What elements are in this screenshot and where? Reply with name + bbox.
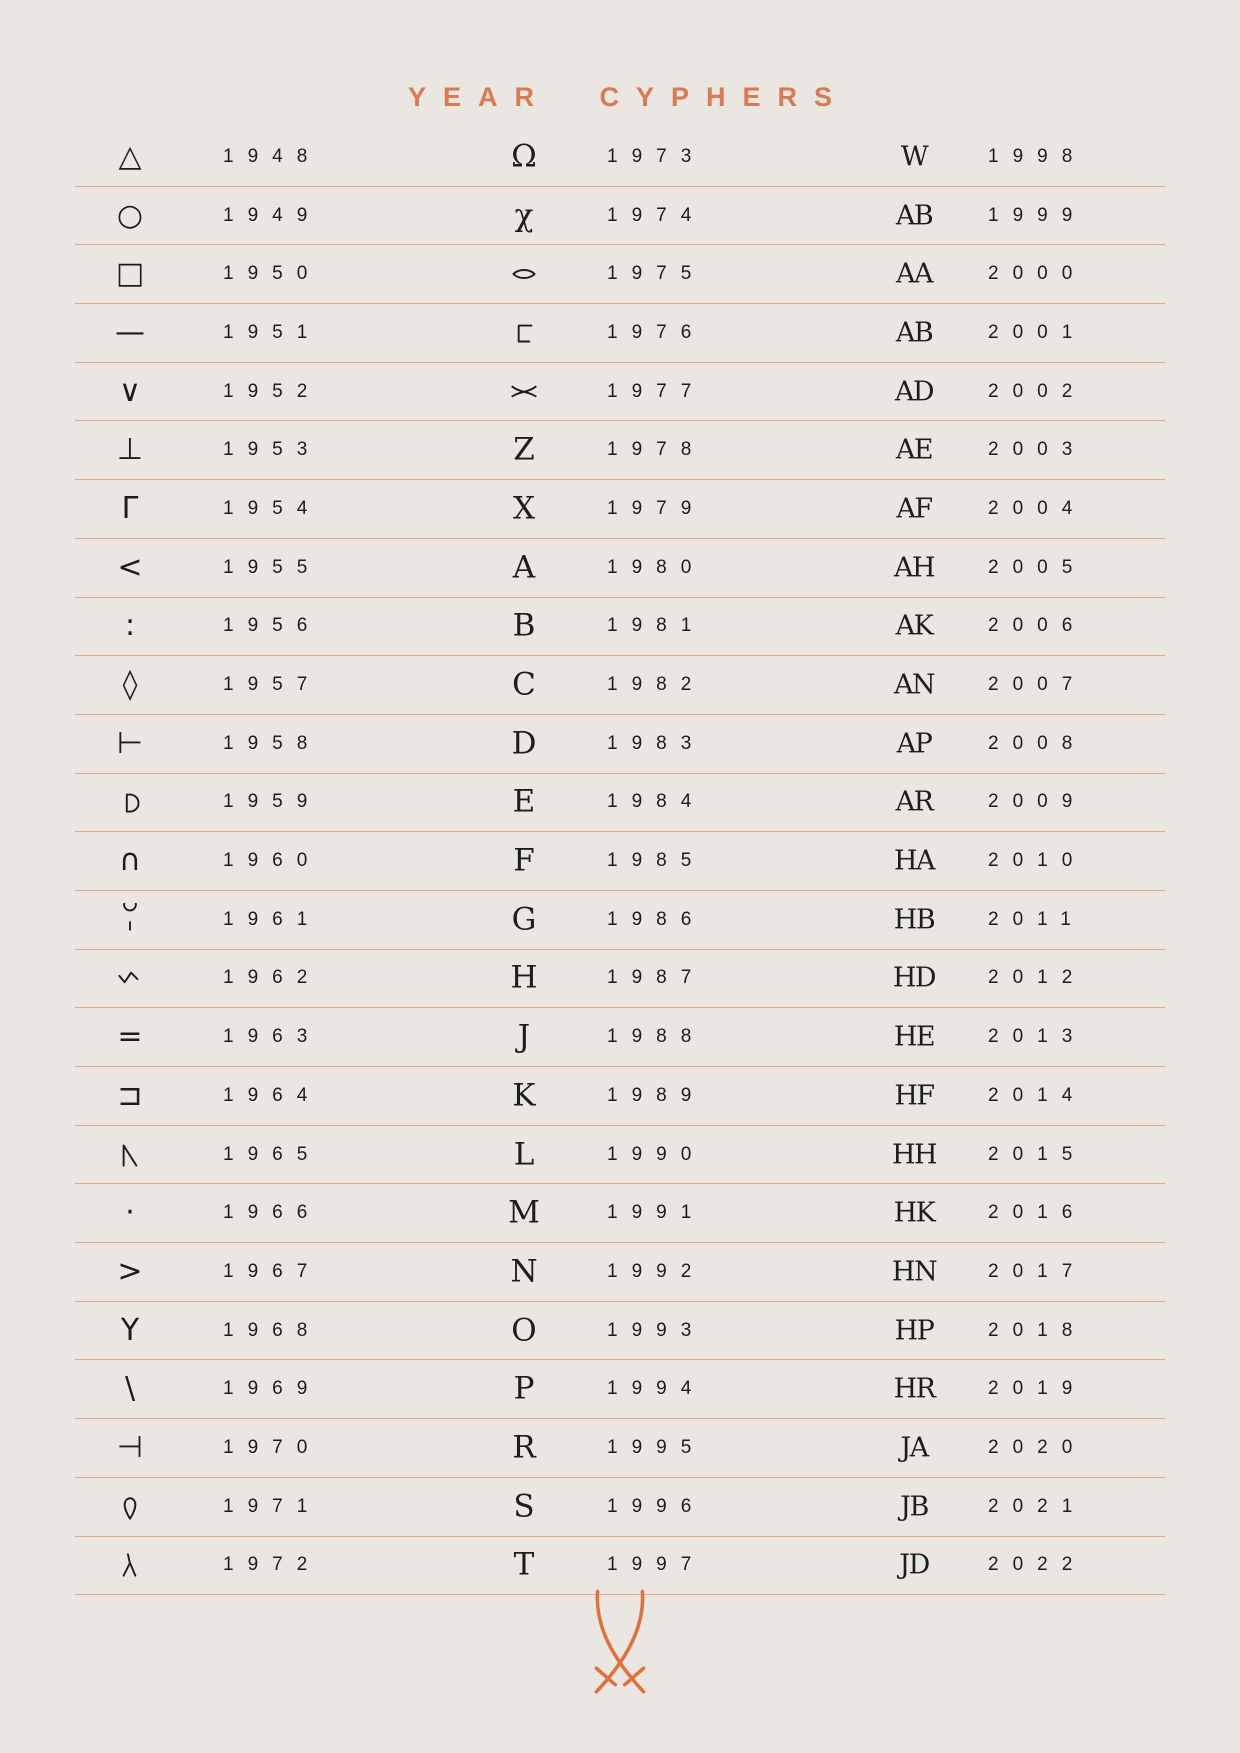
- cypher-glyph-right-tack: ⊢: [116, 725, 144, 761]
- year-label: 2001: [988, 321, 1087, 343]
- cypher-glyph-letter-B: B: [512, 607, 536, 644]
- year-label: 1986: [607, 908, 706, 930]
- cypher-row: [75, 128, 1165, 187]
- cypher-glyph-letter-T: T: [513, 1546, 535, 1583]
- year-label: 1982: [607, 674, 706, 696]
- cypher-glyph-colon-dots: :: [124, 608, 136, 644]
- cypher-glyph-ligature-HE: HE: [893, 1021, 935, 1053]
- cypher-row: [75, 1360, 1165, 1419]
- cypher-row: [75, 421, 1165, 480]
- crossed-swords-icon: [561, 1588, 679, 1706]
- cypher-table: [75, 128, 1165, 1595]
- cypher-glyph-lambda-figure: [100, 1548, 160, 1582]
- cypher-glyph-greater-than: >: [117, 1253, 143, 1289]
- cypher-row: [75, 187, 1165, 246]
- cypher-glyph-letter-X: X: [512, 490, 536, 527]
- year-label: 1991: [607, 1202, 706, 1224]
- year-label: 1977: [607, 380, 706, 402]
- cypher-row: [75, 1126, 1165, 1185]
- year-label: 1949: [223, 204, 322, 226]
- cypher-row: [75, 1419, 1165, 1478]
- year-label: 1970: [223, 1436, 322, 1458]
- cypher-glyph-letter-W: W: [900, 141, 928, 173]
- year-label: 1983: [607, 732, 706, 754]
- year-label: 1961: [223, 908, 322, 930]
- cypher-glyph-backslash: \: [124, 1371, 136, 1407]
- year-label: 1981: [607, 615, 706, 637]
- cypher-row: [75, 656, 1165, 715]
- year-label: 2013: [988, 1026, 1087, 1048]
- year-label: 2016: [988, 1202, 1087, 1224]
- year-label: 1978: [607, 439, 706, 461]
- cypher-glyph-teardrop: [100, 1490, 160, 1524]
- cypher-glyph-left-tack: ⊣: [116, 1429, 144, 1465]
- cypher-row: [75, 774, 1165, 833]
- cypher-glyph-koppa-circle-stem: [100, 903, 160, 937]
- cypher-glyph-ligature-AH: AH: [893, 552, 935, 584]
- cypher-glyph-letter-M: M: [508, 1194, 540, 1231]
- cypher-glyph-letter-C: C: [512, 666, 536, 703]
- cypher-glyph-ligature-AN: AN: [893, 669, 935, 701]
- cypher-glyph-ligature-HA: HA: [893, 845, 935, 877]
- cypher-glyph-letters-AB: AB: [895, 200, 933, 232]
- cypher-glyph-ligature-AE: AE: [895, 434, 933, 466]
- year-label: 1955: [223, 556, 322, 578]
- cypher-glyph-vee: ∨: [119, 373, 141, 409]
- cypher-glyph-ligature-HF: HF: [894, 1080, 934, 1112]
- year-label: 2000: [988, 263, 1087, 285]
- cypher-glyph-ligature-HK: HK: [893, 1197, 935, 1229]
- cypher-glyph-letter-P: P: [513, 1370, 535, 1407]
- cypher-row: [75, 1243, 1165, 1302]
- year-label: 2004: [988, 497, 1087, 519]
- year-label: 1997: [607, 1554, 706, 1576]
- cypher-glyph-ligature-HR: HR: [893, 1373, 935, 1405]
- year-label: 1957: [223, 674, 322, 696]
- cypher-row: [75, 1067, 1165, 1126]
- cypher-glyph-corner-gamma: Γ: [121, 490, 139, 526]
- year-label: 1987: [607, 967, 706, 989]
- year-label: 2014: [988, 1084, 1087, 1106]
- year-label: 1973: [607, 145, 706, 167]
- cypher-row: [75, 598, 1165, 657]
- year-label: 1992: [607, 1260, 706, 1282]
- cypher-row: [75, 480, 1165, 539]
- year-label: 2021: [988, 1495, 1087, 1517]
- cypher-glyph-letter-Z: Z: [513, 431, 535, 468]
- cypher-row: [75, 304, 1165, 363]
- cypher-glyph-ligature-AF: AF: [896, 493, 932, 525]
- year-label: 2009: [988, 791, 1087, 813]
- cypher-glyph-chi: χ: [514, 197, 534, 234]
- cypher-row: [75, 832, 1165, 891]
- year-label: 1966: [223, 1202, 322, 1224]
- year-label: 1989: [607, 1084, 706, 1106]
- cypher-glyph-letter-K: K: [512, 1077, 536, 1114]
- year-label: 1980: [607, 556, 706, 578]
- cypher-row: [75, 539, 1165, 598]
- cypher-glyph-lens: [494, 257, 554, 291]
- cypher-glyph-ligature-AR: AR: [895, 786, 933, 818]
- year-label: 1979: [607, 497, 706, 519]
- cypher-row: [75, 1184, 1165, 1243]
- year-label: 1948: [223, 145, 322, 167]
- cypher-glyph-ligature-JB: JB: [900, 1491, 928, 1523]
- cypher-glyph-lozenge: ◊: [122, 667, 138, 703]
- year-label: 1995: [607, 1436, 706, 1458]
- year-label: 1994: [607, 1378, 706, 1400]
- cypher-glyph-dot: ·: [125, 1195, 135, 1231]
- year-label: 2005: [988, 556, 1087, 578]
- cypher-glyph-ligature-HD: HD: [892, 962, 936, 994]
- year-label: 1964: [223, 1084, 322, 1106]
- cypher-glyph-ligature-JA: JA: [900, 1432, 928, 1464]
- cypher-glyph-rounded-rect: [100, 785, 160, 819]
- year-label: 2015: [988, 1143, 1087, 1165]
- year-label: 2011: [988, 908, 1085, 930]
- cypher-glyph-letter-H: H: [510, 959, 538, 996]
- cypher-glyph-ligature-HN: HN: [891, 1256, 937, 1288]
- year-label: 1972: [223, 1554, 322, 1576]
- cypher-glyph-circle: ○: [116, 197, 144, 233]
- year-label: 1976: [607, 321, 706, 343]
- year-label: 1963: [223, 1026, 322, 1048]
- year-label: 1996: [607, 1495, 706, 1517]
- year-label: 2008: [988, 732, 1087, 754]
- cypher-glyph-ligature-AA: AA: [896, 258, 932, 290]
- cypher-row: [75, 1478, 1165, 1537]
- cypher-glyph-ligature-AD: AD: [894, 376, 934, 408]
- year-label: 1952: [223, 380, 322, 402]
- cypher-glyph-ligature-AP: AP: [896, 728, 932, 760]
- meissen-crossed-swords-logo: [561, 1588, 679, 1711]
- cypher-glyph-ligature-JD: JD: [899, 1549, 929, 1581]
- cypher-row: [75, 245, 1165, 304]
- cypher-glyph-letter-D: D: [511, 725, 537, 762]
- year-label: 2002: [988, 380, 1087, 402]
- cypher-row: [75, 950, 1165, 1009]
- year-label: 1962: [223, 967, 322, 989]
- cypher-glyph-perpendicular: ⊥: [116, 432, 144, 468]
- cypher-glyph-letter-O: O: [511, 1312, 537, 1349]
- year-label: 1956: [223, 615, 322, 637]
- year-label: 1960: [223, 850, 322, 872]
- year-label: 2020: [988, 1436, 1087, 1458]
- year-label: 1965: [223, 1143, 322, 1165]
- cypher-row: [75, 891, 1165, 950]
- cypher-glyph-vertical-diagonal: [100, 1138, 160, 1172]
- year-label: 1975: [607, 263, 706, 285]
- cypher-glyph-equals: =: [117, 1019, 143, 1055]
- year-label: 1999: [988, 204, 1087, 226]
- year-label: 1985: [607, 850, 706, 872]
- cypher-glyph-crossed-curves: [494, 375, 554, 409]
- cypher-glyph-ligature-AB: AB: [895, 317, 933, 349]
- cypher-glyph-open-square-left: ⊐: [117, 1077, 143, 1113]
- cypher-glyph-square: □: [115, 256, 145, 292]
- year-label: 1959: [223, 791, 322, 813]
- cypher-glyph-letter-N: N: [510, 1253, 538, 1290]
- cypher-glyph-letter-L: L: [513, 1136, 535, 1173]
- cypher-row: [75, 715, 1165, 774]
- page-title: YEAR CYPHERS: [407, 82, 850, 113]
- year-label: 2019: [988, 1378, 1087, 1400]
- year-label: 1954: [223, 497, 322, 519]
- year-label: 1951: [223, 321, 322, 343]
- cypher-glyph-letter-Y: Y: [120, 1312, 140, 1348]
- cypher-row: [75, 1008, 1165, 1067]
- year-label: 2010: [988, 850, 1087, 872]
- cypher-glyph-omega: Ω: [511, 138, 537, 175]
- year-label: 1993: [607, 1319, 706, 1341]
- year-label: 1967: [223, 1260, 322, 1282]
- year-label: 1971: [223, 1495, 322, 1517]
- cypher-glyph-ligature-HH: HH: [891, 1139, 937, 1171]
- cypher-glyph-ligature-HB: HB: [893, 904, 935, 936]
- cypher-glyph-letter-F: F: [513, 842, 535, 879]
- year-label: 2022: [988, 1554, 1087, 1576]
- cypher-glyph-open-bracket: [494, 316, 554, 350]
- year-label: 1969: [223, 1378, 322, 1400]
- cypher-glyph-letter-S: S: [513, 1488, 535, 1525]
- year-label: 2012: [988, 967, 1087, 989]
- cypher-glyph-triangle: △: [118, 138, 142, 174]
- year-label: 2017: [988, 1260, 1087, 1282]
- cypher-glyph-ligature-HP: HP: [894, 1315, 934, 1347]
- cypher-glyph-letter-R: R: [512, 1429, 536, 1466]
- year-label: 1998: [988, 145, 1087, 167]
- year-label: 1990: [607, 1143, 706, 1165]
- cypher-row: [75, 1537, 1165, 1596]
- year-label: 1968: [223, 1319, 322, 1341]
- cypher-row: [75, 363, 1165, 422]
- year-label: 1974: [607, 204, 706, 226]
- cypher-glyph-letter-E: E: [512, 783, 536, 820]
- cypher-glyph-letter-J: J: [517, 1018, 531, 1055]
- cypher-glyph-ligature-AK: AK: [895, 610, 933, 642]
- cypher-glyph-letter-A: A: [512, 549, 536, 586]
- year-label: 2018: [988, 1319, 1087, 1341]
- cypher-glyph-letter-G: G: [511, 901, 537, 938]
- year-label: 2007: [988, 674, 1087, 696]
- year-label: 1984: [607, 791, 706, 813]
- year-label: 2003: [988, 439, 1087, 461]
- cypher-glyph-arch: ∩: [119, 843, 141, 879]
- year-label: 2006: [988, 615, 1087, 637]
- cypher-glyph-dash: —: [115, 314, 145, 350]
- year-label: 1950: [223, 263, 322, 285]
- cypher-glyph-zigzag: [100, 961, 160, 995]
- cypher-glyph-less-than: <: [117, 549, 143, 585]
- cypher-row: [75, 1302, 1165, 1361]
- year-label: 1953: [223, 439, 322, 461]
- year-label: 1988: [607, 1026, 706, 1048]
- year-label: 1958: [223, 732, 322, 754]
